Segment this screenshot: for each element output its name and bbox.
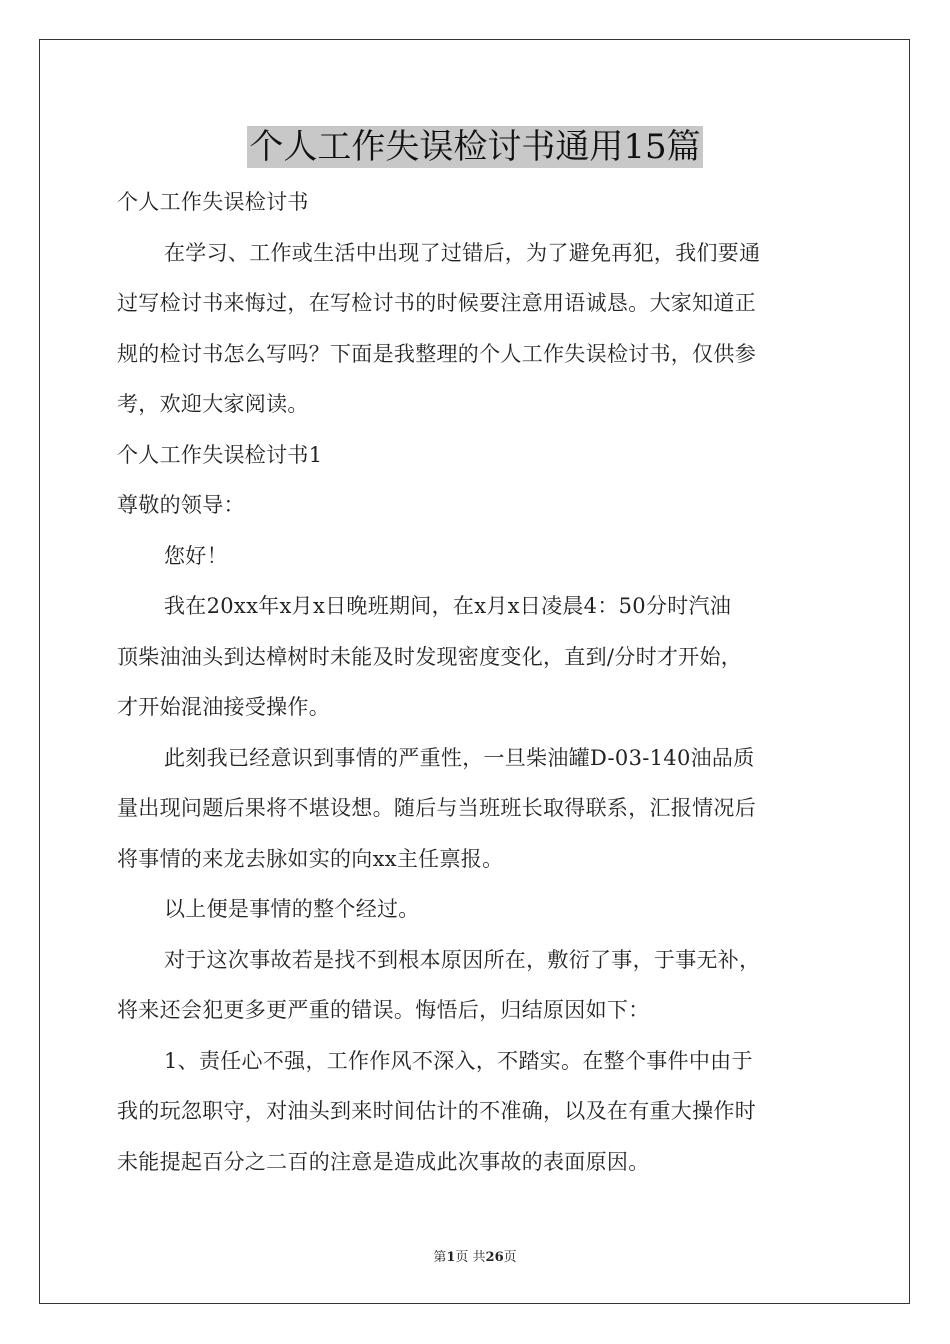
- text-line: 我在20xx年x月x日晚班期间，在x月x日凌晨4：50分时汽油: [164, 594, 732, 618]
- text-line: 过写检讨书来悔过，在写检讨书的时候要注意用语诚恳。大家知道正: [117, 291, 756, 315]
- text-line: 1、责任心不强，工作作风不深入，不踏实。在整个事件中由于: [164, 1048, 753, 1073]
- footer-prefix: 第: [433, 1250, 447, 1265]
- title-container: [0, 126, 950, 168]
- text-line: 才开始混油接受操作。: [117, 695, 330, 719]
- page-footer: [0, 1246, 950, 1265]
- text-line: 我的玩忽职守，对油头到来时间估计的不准确，以及在有重大操作时: [117, 1099, 756, 1123]
- document-title: 个人工作失误检讨书通用15篇: [249, 127, 701, 167]
- text-line: 考，欢迎大家阅读。: [117, 392, 309, 416]
- footer-suffix: 页: [503, 1250, 517, 1265]
- text-line: 将来还会犯更多更严重的错误。悔悟后，归结原因如下：: [117, 998, 650, 1022]
- footer-mid: 页 共: [455, 1250, 486, 1265]
- text-line: 量出现问题后果将不堪设想。随后与当班班长取得联系，汇报情况后: [117, 796, 756, 820]
- text-line: 此刻我已经意识到事情的严重性，一旦柴油罐D-03-140油品质: [164, 745, 755, 770]
- text-line: 您好！: [164, 543, 228, 568]
- footer-page-number: 1: [446, 1250, 456, 1265]
- text-line: 顶柴油油头到达樟树时未能及时发现密度变化，直到/分时才开始，: [117, 644, 743, 669]
- document-body: [117, 177, 835, 1187]
- text-line: 以上便是事情的整个经过。: [164, 897, 420, 921]
- text-line: 个人工作失误检讨书: [117, 190, 309, 214]
- text-line: 个人工作失误检讨书1: [117, 442, 323, 467]
- text-line: 对于这次事故若是找不到根本原因所在，敷衍了事，于事无补，: [164, 947, 761, 972]
- text-line: 在学习、工作或生活中出现了过错后，为了避免再犯，我们要通: [164, 240, 761, 265]
- text-line: 未能提起百分之二百的注意是造成此次事故的表面原因。: [117, 1149, 650, 1174]
- footer-total-pages: 26: [485, 1250, 504, 1265]
- text-line: 规的检讨书怎么写吗？下面是我整理的个人工作失误检讨书，仅供参: [117, 341, 756, 366]
- text-line: 尊敬的领导：: [117, 493, 245, 517]
- text-line: 将事情的来龙去脉如实的向xx主任禀报。: [117, 846, 504, 871]
